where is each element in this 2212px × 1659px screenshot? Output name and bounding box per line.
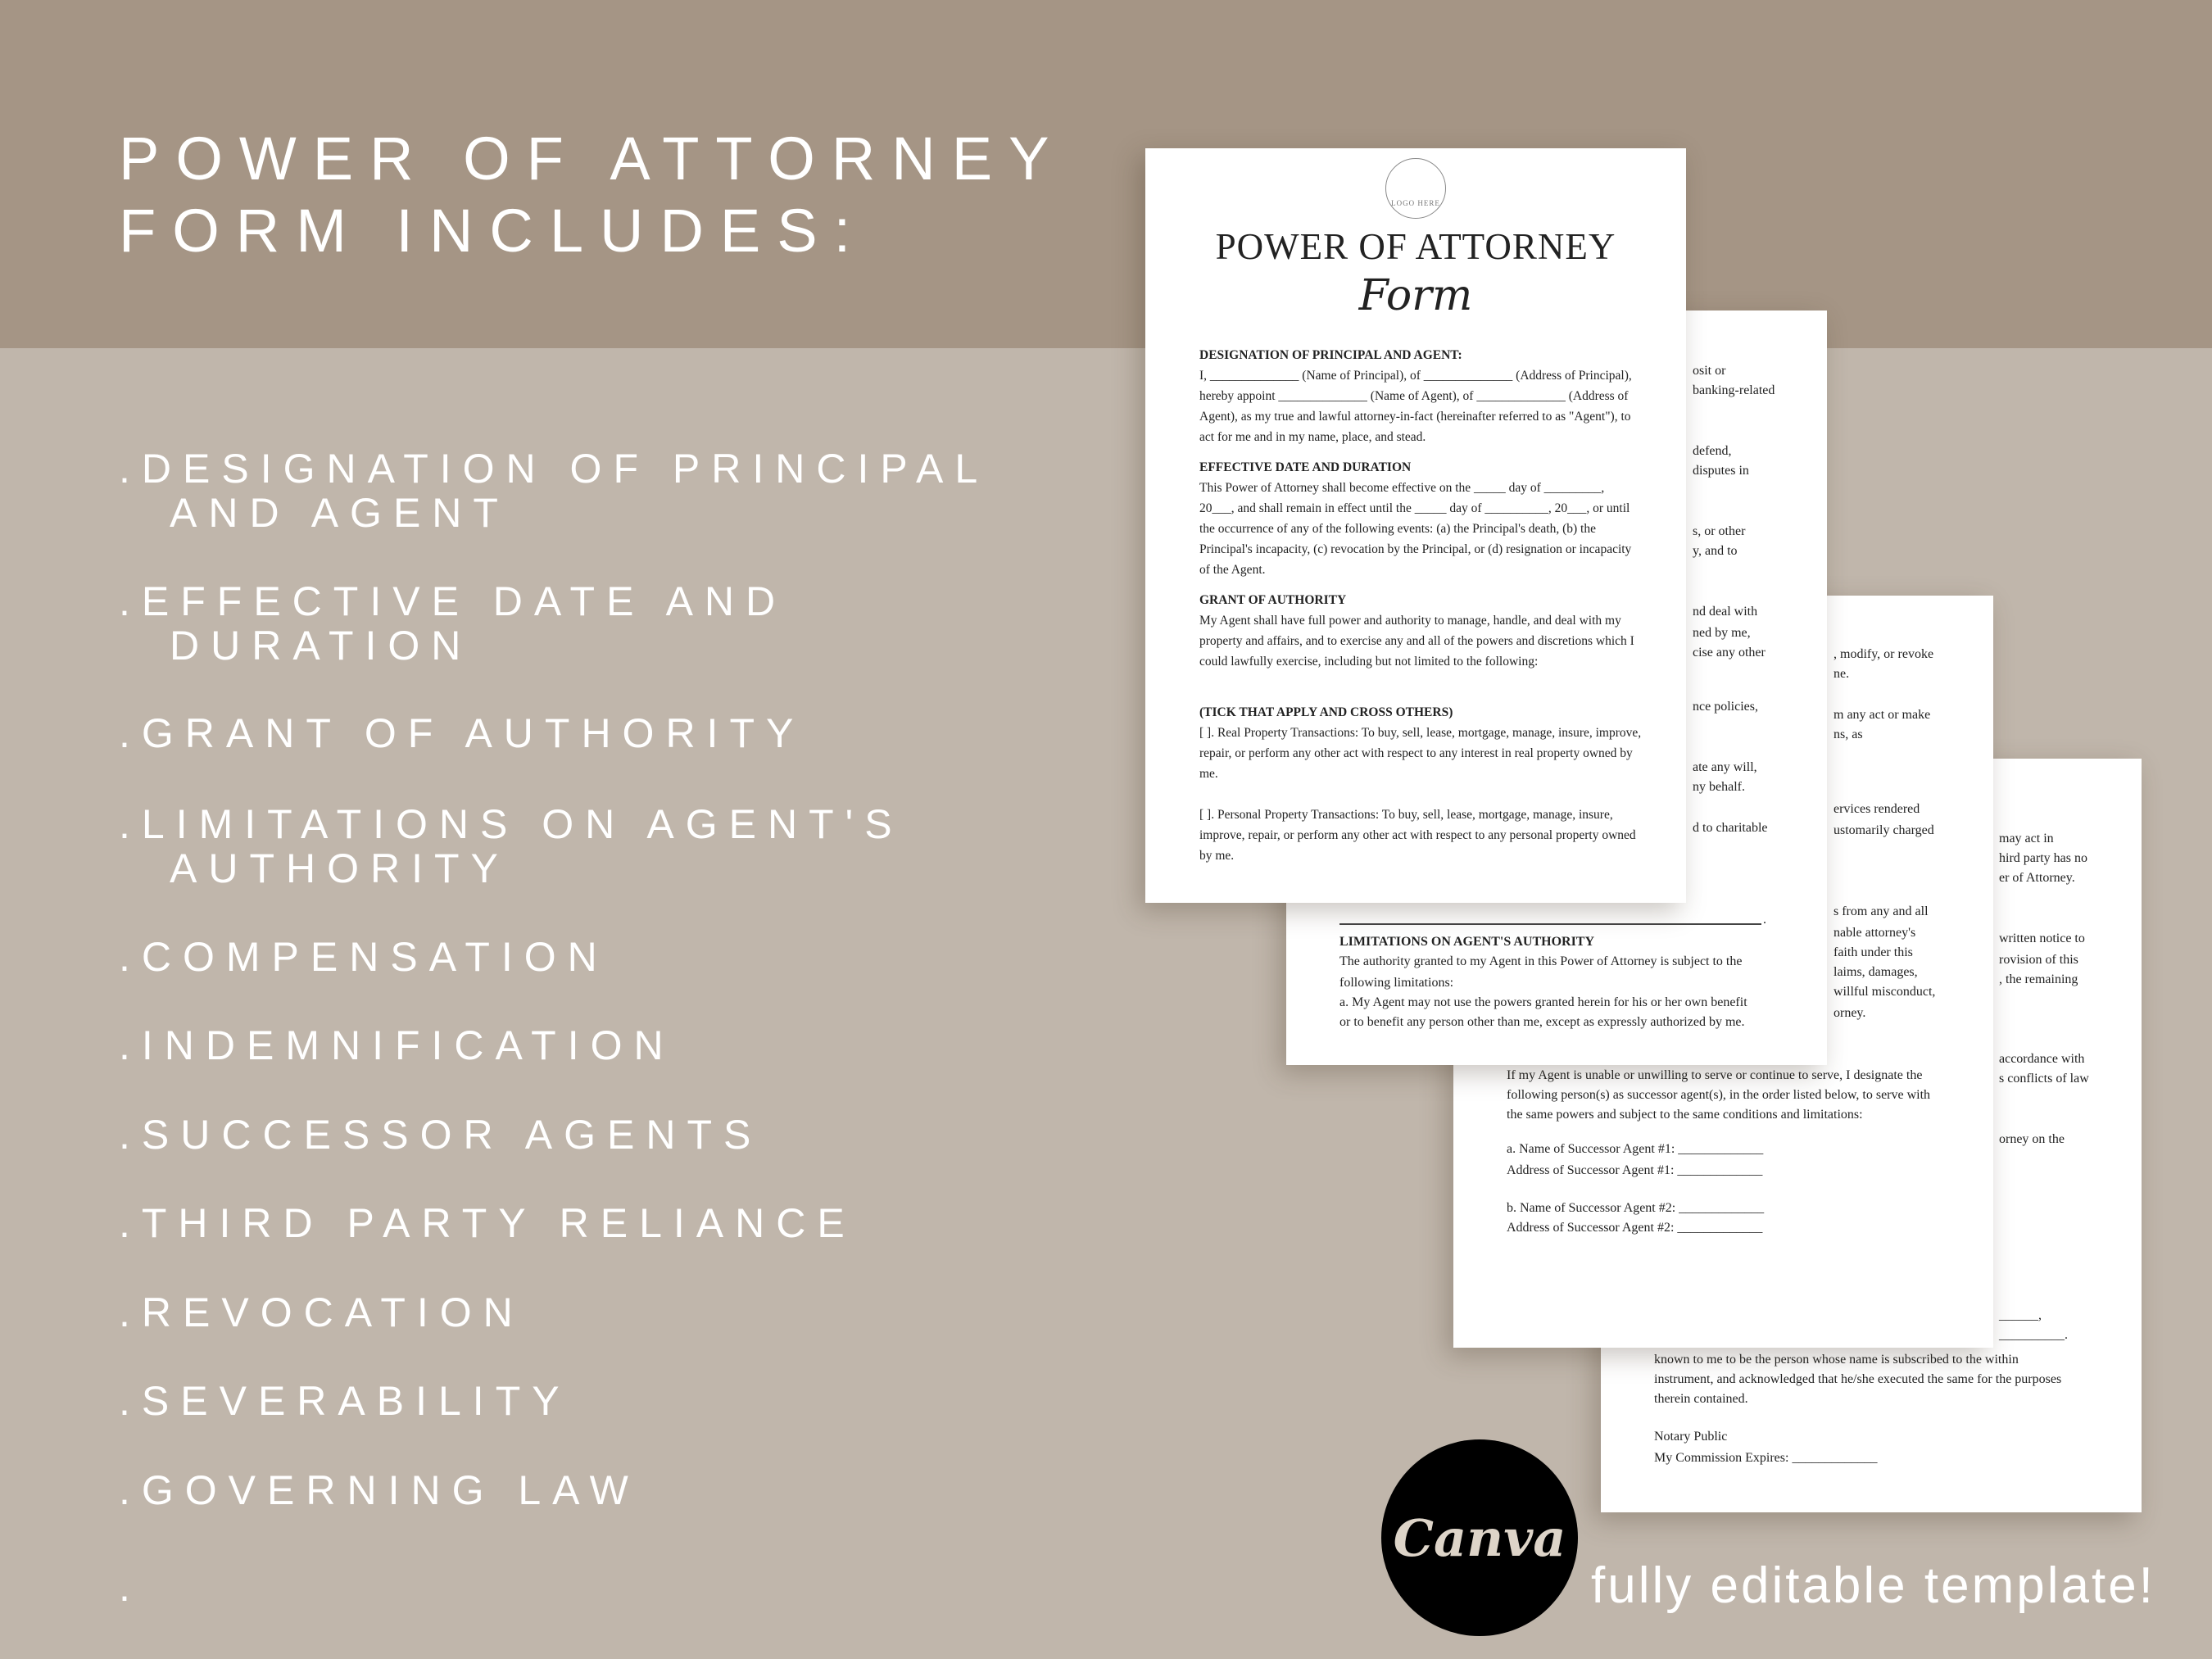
section-text: This Power of Attorney shall become effective on the _____ day of _________, 20___, and shall remain in effect until the _____ day of __________, 20___, or until the occurrence of any of the following events: (a) the Principal's death, (b) the Principal's incapacity, (c) revocation by the Principal, or (d) resignation or incapacity of the Agent. (1199, 481, 1632, 577)
text-fragment: ______, (1999, 1308, 2042, 1322)
headline-line-1: POWER OF ATTORNEY (119, 125, 1066, 193)
text-fragment: disputes in (1693, 464, 1749, 478)
text-fragment: s conflicts of law (1999, 1072, 2089, 1086)
text-fragment: s from any and all (1834, 904, 1929, 918)
text-fragment: y, and to (1693, 544, 1738, 558)
text-fragment: instrument, and acknowledged that he/she executed the same for the purposes (1654, 1372, 2062, 1386)
text-fragment: ate any will, (1693, 760, 1757, 774)
text-fragment: the same powers and subject to the same conditions and limitations: (1507, 1108, 1863, 1122)
text-fragment: may act in (1999, 832, 2054, 845)
section-heading: (TICK THAT APPLY AND CROSS OTHERS) (1199, 705, 1453, 719)
list-item (119, 446, 989, 535)
list-item (119, 1468, 640, 1512)
list-item-text: .EFFECTIVE DATE AND (119, 578, 787, 624)
list-item (119, 1290, 524, 1335)
text-fragment: a. Name of Successor Agent #1: _____________ (1507, 1142, 1764, 1156)
section-heading: LIMITATIONS ON AGENT'S AUTHORITY (1339, 935, 1595, 949)
text-fragment: b. Name of Successor Agent #2: _____________ (1507, 1201, 1765, 1215)
canva-logo (1381, 1439, 1578, 1636)
editable-tagline: fully editable template! (1591, 1557, 2155, 1614)
text-fragment: following limitations: (1339, 976, 1454, 990)
section-heading: DESIGNATION OF PRINCIPAL AND AGENT: (1199, 348, 1462, 362)
list-item-text: .GOVERNING LAW (119, 1467, 640, 1513)
text-fragment: d to charitable (1693, 821, 1768, 835)
text-fragment: orney. (1834, 1006, 1866, 1020)
text-fragment: faith under this (1834, 945, 1913, 959)
text-fragment: ervices rendered (1834, 802, 1920, 816)
text-fragment: accordance with (1999, 1052, 2085, 1066)
text-fragment: known to me to be the person whose name is subscribed to the within (1654, 1353, 2019, 1367)
text-fragment: ustomarily charged (1834, 823, 1934, 837)
text-fragment: nd deal with (1693, 605, 1758, 619)
logo-text: LOGO HERE (1391, 199, 1440, 207)
list-item-text: .REVOCATION (119, 1290, 524, 1335)
list-item (119, 1023, 675, 1067)
text-fragment: a. My Agent may not use the powers granted herein for his or her own benefit (1339, 995, 1747, 1009)
checkbox-item: [ ]. Real Property Transactions: To buy, sell, lease, mortgage, manage, insure, improve, repair, or perform any other act with respect to any interest in real property owned by me. (1199, 726, 1642, 781)
text-fragment: , the remaining (1999, 972, 2078, 986)
text-fragment: or to benefit any person other than me, except as expressly authorized by me. (1339, 1015, 1745, 1029)
fill-line (1339, 923, 1761, 925)
text-fragment: following person(s) as successor agent(s), in the order listed below, to serve with (1507, 1088, 1931, 1102)
text-fragment: m any act or make (1834, 708, 1931, 722)
text-fragment: er of Attorney. (1999, 871, 2075, 885)
text-fragment: ns, as (1834, 728, 1863, 741)
text-fragment: Address of Successor Agent #1: _____________ (1507, 1163, 1763, 1177)
list-item-text: .THIRD PARTY RELIANCE (119, 1200, 856, 1246)
text-fragment: laims, damages, (1834, 965, 1918, 979)
checkbox-item: [ ]. Personal Property Transactions: To buy, sell, lease, mortgage, manage, insure, improve, repair, or perform any other act with respect to any personal property owned by me. (1199, 808, 1636, 863)
text-fragment: nable attorney's (1834, 926, 1916, 940)
text-fragment: orney on the (1999, 1132, 2065, 1146)
text-fragment: willful misconduct, (1834, 985, 1936, 999)
list-item (119, 1379, 571, 1423)
text-fragment: ny behalf. (1693, 780, 1745, 794)
text-fragment: The authority granted to my Agent in this Power of Attorney is subject to the (1339, 954, 1743, 968)
list-item-text: .LIMITATIONS ON AGENT'S (119, 801, 904, 847)
section-text: I, ______________ (Name of Principal), of ______________ (Address of Principal), hereby appoint ______________ (Name of Agent), of ______________ (Address of Agent), as my true and lawful attorney-in-fact (hereinafter referred to as "Agent"), to act for me and in my name, place, and stead. (1199, 369, 1632, 444)
section-text: My Agent shall have full power and authority to manage, handle, and deal with my property and affairs, and to exercise any and all of the powers and discretions which I could lawfully exercise, including but not limited to the following: (1199, 614, 1634, 669)
text-fragment: Address of Successor Agent #2: _____________ (1507, 1221, 1763, 1235)
list-item-text: AND AGENT (170, 490, 510, 536)
text-fragment: defend, (1693, 444, 1732, 458)
logo-placeholder (1385, 158, 1446, 219)
text-fragment: hird party has no (1999, 851, 2087, 865)
text-fragment: therein contained. (1654, 1392, 1748, 1406)
list-item (119, 1565, 142, 1609)
document-title: POWER OF ATTORNEY (1215, 226, 1616, 267)
headline (119, 123, 1065, 267)
list-item (119, 711, 805, 755)
text-fragment: nce policies, (1693, 700, 1758, 714)
list-item-text: .SUCCESSOR AGENTS (119, 1112, 763, 1158)
text-fragment: cise any other (1693, 646, 1766, 660)
list-item (119, 802, 904, 891)
text-fragment: osit or (1693, 364, 1726, 378)
text-fragment: If my Agent is unable or unwilling to serve or continue to serve, I designate the (1507, 1068, 1923, 1082)
text-fragment: s, or other (1693, 524, 1746, 538)
text-fragment: , modify, or revoke (1834, 647, 1934, 661)
text-fragment: ned by me, (1693, 626, 1751, 640)
list-item-text: .DESIGNATION OF PRINCIPAL (119, 446, 990, 492)
canva-logo-text: Canva (1393, 1507, 1566, 1568)
list-item-text: .SEVERABILITY (119, 1378, 571, 1424)
text-fragment: ne. (1834, 667, 1850, 681)
text-fragment: Notary Public (1654, 1430, 1728, 1444)
list-item-text: .GRANT OF AUTHORITY (119, 710, 805, 756)
list-item-text: DURATION (170, 623, 473, 669)
document-subtitle: Form (1358, 271, 1473, 320)
section-heading: EFFECTIVE DATE AND DURATION (1199, 460, 1412, 474)
section-heading: GRANT OF AUTHORITY (1199, 593, 1347, 607)
headline-line-2: FORM INCLUDES: (119, 197, 868, 265)
text-fragment: banking-related (1693, 383, 1775, 397)
list-item-text: .INDEMNIFICATION (119, 1022, 675, 1068)
list-item (119, 1201, 856, 1245)
list-item (119, 935, 609, 979)
text-fragment: written notice to (1999, 931, 2085, 945)
list-item (119, 579, 786, 668)
list-item-text: .COMPENSATION (119, 934, 609, 980)
list-item-text: . (119, 1564, 142, 1610)
document-page-1 (1145, 148, 1686, 903)
fill-line-end: . (1763, 913, 1766, 927)
text-fragment: My Commission Expires: _____________ (1654, 1451, 1878, 1465)
list-item-text: AUTHORITY (170, 845, 510, 891)
text-fragment: rovision of this (1999, 953, 2078, 967)
text-fragment: __________. (1999, 1328, 2068, 1342)
list-item (119, 1113, 762, 1157)
